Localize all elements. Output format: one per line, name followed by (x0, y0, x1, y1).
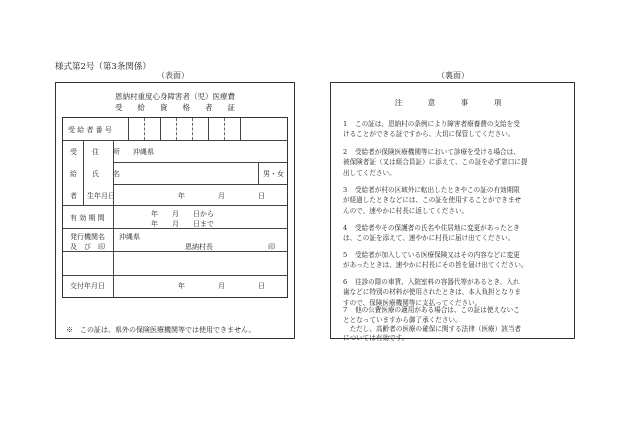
address-value: 沖縄県 (133, 148, 154, 156)
birth-month: 月 (218, 192, 225, 200)
issuer-prefecture: 沖縄県 (119, 233, 140, 241)
birth-day: 日 (258, 192, 265, 200)
note-item-6: 6 往診の際の車賃、入院室料の容器代等があるとき、入れ 歯などに特別の材料が使用されたときは、本人負担となりま すので、保険医療機関等に支払ってください。 (343, 278, 522, 307)
note-item-3: 3 受給者が村の区域外に転出したときやこの証の有効期限 が経過したときなどには、この証を使用することができませ んので、速やかに村長に返してください。 (343, 186, 522, 215)
issue-date-label: 交付年月日 (70, 282, 105, 290)
validity-from: 年 月 日から (151, 210, 214, 218)
birth-label: 生年月日 (87, 192, 115, 200)
note-item-1: 1 この証は、恩納村の条例により障害者療養費の支給を受 けることができる証ですから、大切に保管してください。 (343, 120, 520, 139)
name-label: 氏 名 (92, 170, 120, 178)
certificate-table (62, 117, 288, 298)
birth-year: 年 (178, 192, 185, 200)
address-label: 住 所 (92, 148, 120, 156)
back-side-label: （裏面） (437, 71, 469, 80)
form-number: 様式第2号（第3条関係） (55, 62, 151, 72)
issuer-label-1: 発行機関名 (70, 233, 105, 241)
validity-to: 年 月 日まで (151, 220, 214, 228)
note-item-4: 4 受給者やその保護者の氏名や住居地に変更があったとき は、この証を添えて、速やかに村長に届け出てください。 (343, 224, 520, 243)
back-title: 注 意 事 項 (394, 98, 511, 107)
issue-year: 年 (178, 282, 185, 290)
note-item-7-proviso-line: については有効です。 (343, 334, 409, 342)
validity-label: 有 効 期 間 (70, 214, 105, 222)
issuer-mayor: 恩納村長 (185, 243, 213, 251)
issuer-label-2: 及 び 印 (70, 243, 105, 251)
front-title-line2: 受 給 資 格 者 証 (115, 103, 235, 112)
front-footnote: ※ この証は、県外の保険医療機関等では使用できません。 (66, 326, 256, 334)
issuer-seal: 印 (268, 243, 275, 251)
note-item-5: 5 受給者が加入している医療保険又はその内容などに変更 があったときは、速やかに村長にその旨を届け出てください。 (343, 251, 528, 270)
note-item-2: 2 受給者が保険医療機関等において診療を受ける場合は、 被保険者証（又は組合員証）に添えて、この証を必ず窓口に提 出してください。 (343, 148, 528, 177)
issue-month: 月 (218, 282, 225, 290)
card-back (330, 82, 575, 342)
note-item-7-proviso (343, 325, 565, 343)
recipient-vertical-3: 者 (70, 192, 77, 200)
recipient-vertical-1: 受 (70, 148, 77, 156)
recipient-vertical-2: 給 (70, 170, 77, 178)
card-front (55, 82, 295, 339)
note-item-7-proviso-line: ただし、高齢者の医療の確保に関する法律（医療）該当者 (343, 325, 522, 333)
front-side-label: （表面） (157, 71, 189, 80)
gender-label: 男・女 (263, 170, 284, 178)
recipient-number-label: 受 給 者 番 号 (68, 126, 112, 134)
issue-day: 日 (258, 282, 265, 290)
front-title-line1: 恩納村重度心身障害者（児）医療費 (115, 92, 235, 101)
note-item-7: 7 他の公費医療の適用がある場合は、この証は使えないこ ととなっていますから御了承ください。 (343, 306, 520, 325)
